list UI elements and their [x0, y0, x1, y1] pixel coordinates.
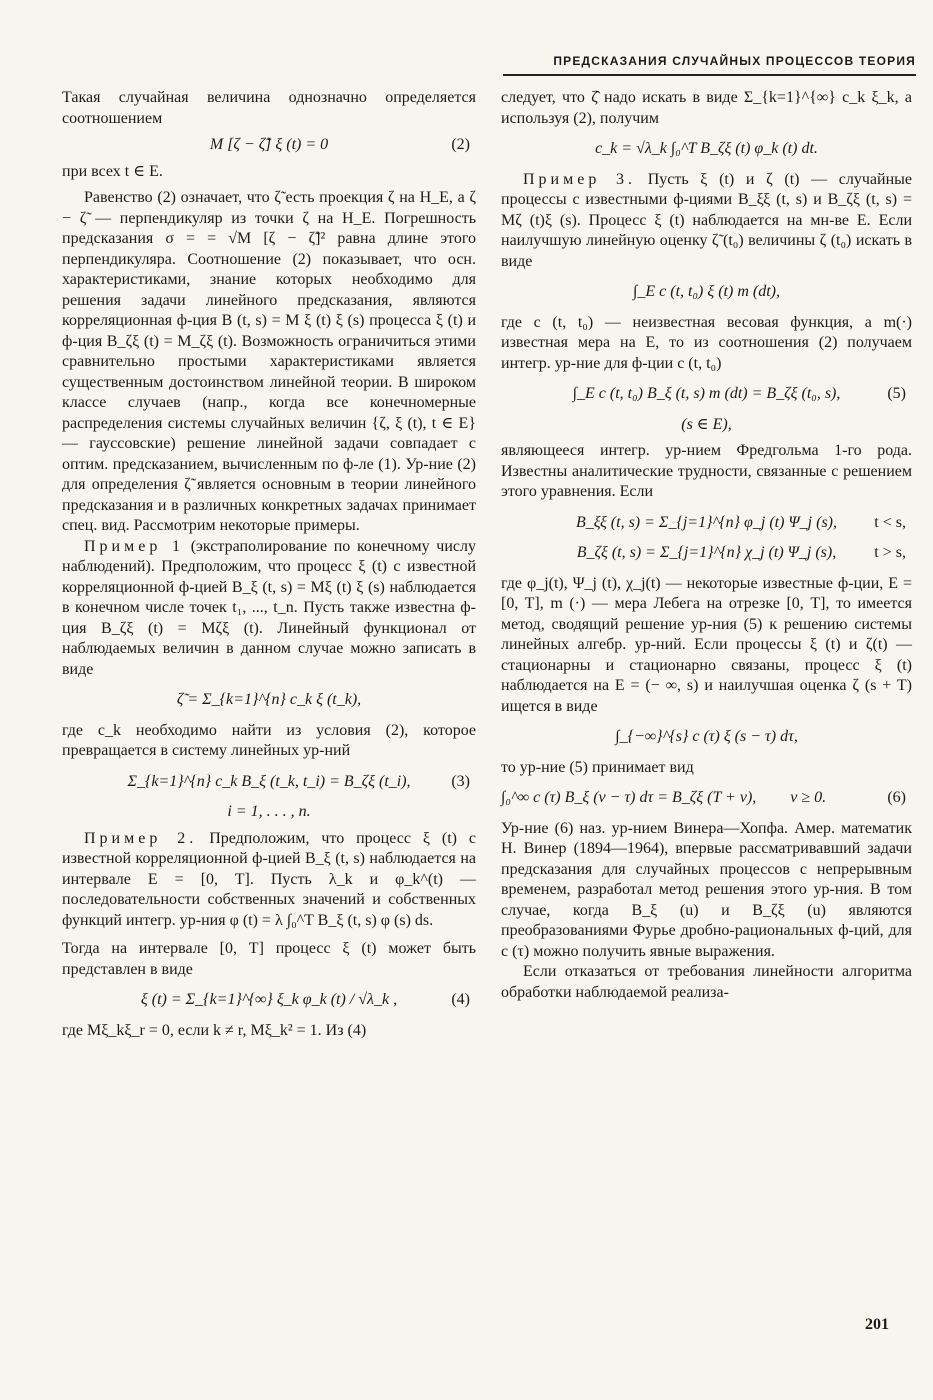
equation-condition: v ≥ 0. — [790, 789, 827, 806]
equation-number: (6) — [887, 789, 906, 806]
equation-number: (2) — [451, 136, 470, 153]
paragraph: где Mξ_kξ_r = 0, если k ≠ r, Mξ_k² = 1. Из (4) — [62, 1021, 367, 1039]
example-label: Пример 1 — [84, 537, 185, 555]
equation-condition: t < s, — [874, 513, 906, 531]
right-column — [501, 88, 912, 1003]
paragraph — [62, 537, 476, 681]
equation-b1 — [501, 513, 912, 534]
equation-text: ∫₀^∞ c (τ) B_ξ (v − τ) dτ = B_ζξ (T + v), — [501, 789, 757, 806]
equation-text: (s ∈ E), — [681, 415, 732, 433]
paragraph: Ур-ние (6) наз. ур-нием Винера—Хопфа. Амер. математик Н. Винер (1894—1964), впервые рассматривавший задачи предсказания для случайных процессов с непрерывным временем, разработал метод решения этого ур-ния. В том случае, когда B_ξ (u) и B_ζξ (u) являются преобразованиями Фурье дробно-рациональных ф-ций, для c (τ) можно получить явные выражения. — [501, 819, 912, 960]
equation-5 — [501, 384, 912, 405]
equation-2 — [62, 135, 476, 156]
equation-ck — [501, 139, 912, 160]
equation-sum — [62, 690, 476, 711]
paragraph: Тогда на интервале [0, T] процесс ξ (t) может быть представлен в виде — [62, 940, 476, 978]
equation-number: (3) — [451, 772, 470, 790]
equation-text: M [ζ − ζ̃] ξ (t) = 0 — [209, 136, 329, 153]
equation-integral — [501, 282, 912, 303]
equation-3 — [62, 772, 476, 793]
example-label: Пример 2. — [84, 829, 198, 847]
example-text: (экстраполирование по конечному числу наблюдений). Предположим, что процесс ξ (t) с известной корреляционной ф-цией B_ξ (t, s) = Mξ (t) ξ (s) наблюдается в конечном числе точек t₁, ..., t_n. Пусть также известна ф-ция B_ζξ (t) = Mζξ (t). Линейный функционал от наблюдаемых величин в данном случае можно записать в виде — [62, 537, 477, 678]
equation-number: (5) — [887, 385, 906, 402]
page-number: 201 — [865, 1316, 889, 1333]
equation-text: ξ (t) = Σ_{k=1}^{∞} ξ_k φ_k (t) / √λ_k , — [140, 991, 398, 1008]
paragraph: при всех t ∈ E. — [62, 162, 163, 180]
equation-text: Σ_{k=1}^{n} c_k B_ξ (t_k, t_i) = B_ζξ (t_i), — [127, 772, 411, 790]
paragraph — [62, 829, 476, 932]
paragraph: где c_k необходимо найти из условия (2), которое превращается в систему линейных ур-ний — [62, 721, 476, 759]
header-rule — [503, 74, 916, 76]
equation-convolution — [501, 727, 912, 748]
equation-text: ∫_E c (t, t₀) ξ (t) m (dt), — [633, 283, 780, 300]
equation-text: ∫_{−∞}^{s} c (τ) ξ (s − τ) dτ, — [615, 728, 798, 745]
equation-number: (4) — [451, 991, 470, 1008]
paragraph: где φ_j(t), Ψ_j (t), χ_j(t) — некоторые известные ф-ции, E = [0, T], m (·) — мера Лебега на отрезке [0, T], то имеется метод, сводящий решение ур-ния (5) к решению системы линейных алгебр. ур-ний. Если процессы ξ (t) и ζ(t) — стационарны и стационарно связаны, процесс ξ (t) наблюдается на E = (− ∞, s) и наилучшая оценка ζ (s + T) ищется в виде — [501, 574, 912, 715]
equation-text: ζ̃ = Σ_{k=1}^{n} c_k ξ (t_k), — [176, 691, 362, 708]
paragraph: где c (t, t₀) — неизвестная весовая функция, а m(·) известная мера на E, то из соотношения (2) получаем интегр. ур-ние для ф-ции c (t, t₀) — [501, 313, 912, 372]
paragraph: Такая случайная величина однозначно определяется соотношением — [62, 89, 476, 127]
example-text: Пусть ξ (t) и ζ (t) — случайные процессы с известными ф-циями B_ξξ (t, s) и B_ζξ (t, s) = Mζ (t)ξ (s). Процесс ξ (t) наблюдается на мн-ве E. Если наилучшую линейную оценку ζ̃ (t₀) величины ζ (t₀) искать в виде — [501, 170, 913, 270]
equation-text: ∫_E c (t, t₀) B_ξ (t, s) m (dt) = B_ζξ (t₀, s), — [572, 385, 841, 402]
example-text: Предположим, что процесс ξ (t) с известной корреляционной ф-цией B_ξ (t, s) наблюдается на интервале E = [0, T]. Пусть λ_k и φ_k^(t) — последовательности собственных значений и собственных функций интегр. ур-ния φ (t) = λ ∫₀^T B_ξ (t, s) φ (s) ds. — [62, 829, 477, 929]
equation-text: i = 1, . . . , n. — [227, 803, 311, 820]
paragraph — [501, 170, 912, 273]
paragraph: являющееся интегр. ур-нием Фредгольма 1-го рода. Известны аналитические трудности, связанные с решением этого уравнения. Если — [501, 442, 912, 500]
equation-b2 — [501, 543, 912, 564]
equation-condition: t > s, — [874, 544, 906, 561]
equation-5-condition — [501, 415, 912, 436]
paragraph: Если отказаться от требования линейности алгоритма обработки наблюдаемой реализа- — [501, 963, 912, 1001]
equation-text: c_k = √λ_k ∫₀^T B_ζξ (t) φ_k (t) dt. — [595, 140, 818, 157]
paragraph: следует, что ζ̂ надо искать в виде Σ_{k=1}^{∞} c_k ξ_k, а используя (2), получим — [501, 89, 912, 127]
paragraph: Равенство (2) означает, что ζ̃ есть проекция ζ на H_E, а ζ − ζ̃ — перпендикуляр из точки ζ на H_E. Погрешность предсказания σ = = √M [ζ − ζ̃]² равна длине этого перпендикуляра. Соотношение (2) показывает, что осн. характеристиками, знание которых необходимо для решения задачи линейного предсказания, являются корреляционная ф-ция B (t, s) = M ξ (t) ξ (s) процесса ξ (t) и ф-ция B_ζξ (t) = M_ζξ (t). Возможность ограничиться этими сравнительно простыми характеристиками является существенным достоинством линейной теории. В широком классе случаев (напр., когда все конечномерные распределения системы случайных величин {ζ, ξ (t), t ∈ E} — гауссовские) решение линейной задачи совпадает с оптим. предсказанием, вычисленным по ф-ле (1). Ур-ние (2) для определения ζ̃ является основным в теории линейного предсказания и в различных конкретных задачах принимает спец. вид. Рассмотрим некоторые примеры. — [62, 189, 476, 534]
running-title: ПРЕДСКАЗАНИЯ СЛУЧАЙНЫХ ПРОЦЕССОВ ТЕОРИЯ — [553, 54, 916, 68]
equation-6 — [501, 788, 912, 809]
equation-3-range — [62, 802, 476, 823]
example-label: Пример 3. — [523, 170, 637, 188]
equation-text: B_ξξ (t, s) = Σ_{j=1}^{n} φ_j (t) Ψ_j (s), — [576, 513, 837, 531]
equation-text: B_ζξ (t, s) = Σ_{j=1}^{n} χ_j (t) Ψ_j (s), — [576, 544, 837, 561]
paragraph: то ур-ние (5) принимает вид — [501, 758, 694, 776]
equation-4 — [62, 990, 476, 1011]
left-column — [62, 88, 476, 1041]
